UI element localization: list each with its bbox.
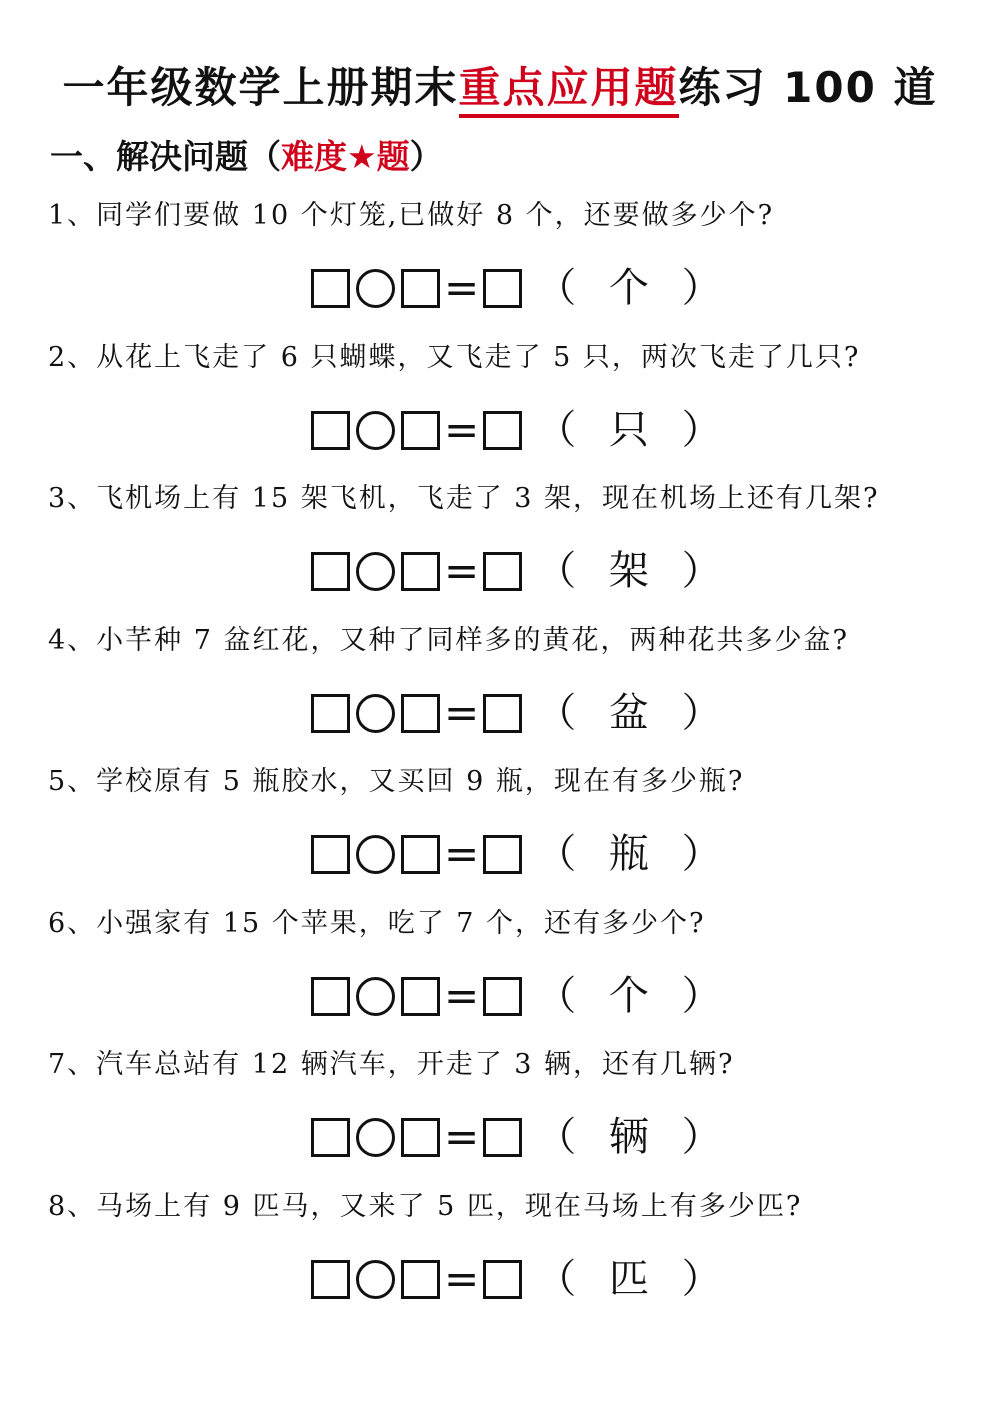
first-number-box[interactable] — [311, 552, 350, 591]
result-box[interactable] — [483, 977, 522, 1016]
unit-label: （ 辆 ） — [536, 1114, 732, 1160]
question-text: 5、学校原有 5 瓶胶水，又买回 9 瓶，现在有多少瓶? — [48, 766, 745, 797]
second-number-box[interactable] — [401, 411, 440, 450]
unit-label: （ 瓶 ） — [536, 831, 732, 877]
first-number-box[interactable] — [311, 694, 350, 733]
second-number-box[interactable] — [401, 552, 440, 591]
question-text: 4、小芊种 7 盆红花，又种了同样多的黄花，两种花共多少盆? — [48, 625, 849, 656]
question-2 — [48, 334, 968, 474]
first-number-box[interactable] — [311, 269, 350, 308]
result-box[interactable] — [483, 411, 522, 450]
section-heading — [50, 132, 443, 182]
answer-formula — [311, 966, 732, 1026]
operator-circle[interactable] — [356, 411, 395, 450]
answer-formula — [311, 541, 732, 601]
answer-formula — [311, 824, 732, 884]
question-text: 7、汽车总站有 12 辆汽车，开走了 3 辆，还有几辆? — [48, 1049, 735, 1080]
equals-sign: = — [444, 829, 480, 878]
unit-label: （ 只 ） — [536, 407, 732, 453]
question-4 — [48, 617, 968, 757]
result-box[interactable] — [483, 1260, 522, 1299]
answer-formula — [311, 400, 732, 460]
result-box[interactable] — [483, 269, 522, 308]
result-box[interactable] — [483, 1118, 522, 1157]
operator-circle[interactable] — [356, 552, 395, 591]
answer-formula — [311, 683, 732, 743]
operator-circle[interactable] — [356, 835, 395, 874]
second-number-box[interactable] — [401, 269, 440, 308]
unit-label: （ 个 ） — [536, 265, 732, 311]
answer-formula — [311, 1249, 732, 1309]
first-number-box[interactable] — [311, 835, 350, 874]
unit-label: （ 个 ） — [536, 973, 732, 1019]
section-close: ） — [409, 137, 443, 176]
unit-label: （ 架 ） — [536, 548, 732, 594]
first-number-box[interactable] — [311, 1260, 350, 1299]
result-box[interactable] — [483, 835, 522, 874]
question-text: 2、从花上飞走了 6 只蝴蝶，又飞走了 5 只，两次飞走了几只? — [48, 342, 861, 373]
unit-label: （ 盆 ） — [536, 690, 732, 736]
question-7 — [48, 1041, 968, 1181]
equals-sign: = — [444, 1112, 480, 1161]
question-1 — [48, 192, 968, 332]
page-title — [0, 58, 1000, 118]
question-8 — [48, 1183, 968, 1323]
equals-sign: = — [444, 546, 480, 595]
question-text: 8、马场上有 9 匹马，又来了 5 匹，现在马场上有多少匹? — [48, 1191, 803, 1222]
second-number-box[interactable] — [401, 1118, 440, 1157]
operator-circle[interactable] — [356, 1260, 395, 1299]
operator-circle[interactable] — [356, 977, 395, 1016]
operator-circle[interactable] — [356, 269, 395, 308]
equals-sign: = — [444, 263, 480, 312]
question-text: 6、小强家有 15 个苹果，吃了 7 个，还有多少个? — [48, 908, 706, 939]
page-title-suffix: 练习 100 道 — [678, 63, 938, 112]
question-3 — [48, 475, 968, 615]
page-title-highlight: 重点应用题 — [459, 63, 679, 118]
operator-circle[interactable] — [356, 694, 395, 733]
equals-sign: = — [444, 971, 480, 1020]
operator-circle[interactable] — [356, 1118, 395, 1157]
question-text: 1、同学们要做 10 个灯笼,已做好 8 个，还要做多少个? — [48, 200, 775, 231]
second-number-box[interactable] — [401, 1260, 440, 1299]
second-number-box[interactable] — [401, 835, 440, 874]
page-title-prefix: 一年级数学上册期末 — [62, 63, 459, 112]
second-number-box[interactable] — [401, 694, 440, 733]
equals-sign: = — [444, 1254, 480, 1303]
unit-label: （ 匹 ） — [536, 1256, 732, 1302]
first-number-box[interactable] — [311, 411, 350, 450]
question-text: 3、飞机场上有 15 架飞机，飞走了 3 架，现在机场上还有几架? — [48, 483, 880, 514]
question-6 — [48, 900, 968, 1040]
second-number-box[interactable] — [401, 977, 440, 1016]
difficulty-label: 难度★题 — [281, 137, 410, 176]
answer-formula — [311, 1107, 732, 1167]
section-label: 一、解决问题（ — [50, 137, 281, 176]
question-5 — [48, 758, 968, 898]
equals-sign: = — [444, 688, 480, 737]
result-box[interactable] — [483, 694, 522, 733]
answer-formula — [311, 258, 732, 318]
equals-sign: = — [444, 405, 480, 454]
first-number-box[interactable] — [311, 977, 350, 1016]
first-number-box[interactable] — [311, 1118, 350, 1157]
result-box[interactable] — [483, 552, 522, 591]
